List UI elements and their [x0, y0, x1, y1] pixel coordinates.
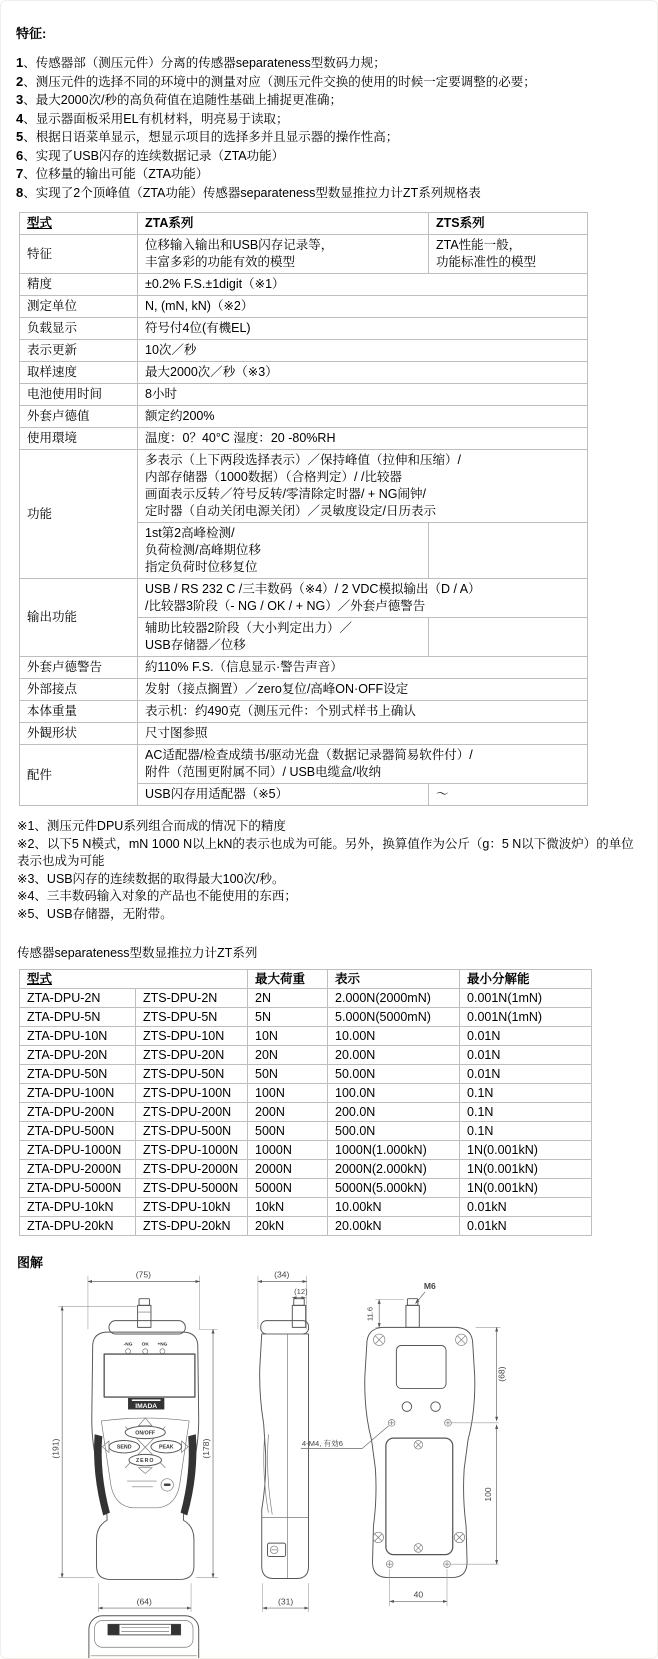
table-row [20, 1160, 592, 1179]
model-zts: ZTS-DPU-500N [136, 1122, 248, 1141]
feature-sep: 、 [23, 74, 36, 89]
max-load: 20N [248, 1046, 328, 1065]
model-header-resolution: 最小分解能 [460, 970, 592, 989]
display-screen [104, 1354, 195, 1397]
spec-label-cell: 负载显示 [20, 318, 138, 340]
feature-sep: 、 [23, 130, 36, 144]
spec-label-cell: 输出功能 [20, 579, 138, 657]
max-load: 200N [248, 1103, 328, 1122]
back-view [301, 1281, 506, 1606]
spec-label-cell: 测定单位 [20, 296, 138, 318]
display-range: 2000N(2.000kN) [328, 1160, 460, 1179]
table-row [20, 1179, 592, 1198]
table-row [20, 1046, 592, 1065]
front-view [50, 1271, 217, 1659]
spec-row [20, 701, 588, 723]
send-button-label: SEND [116, 1444, 132, 1451]
front-width-dim: (75) [135, 1271, 151, 1280]
indicator-ng-plus-label: +NG [157, 1342, 168, 1348]
model-zts: ZTS-DPU-50N [136, 1065, 248, 1084]
spec-table [19, 212, 588, 806]
spec-value-cell [138, 745, 588, 784]
spec-value-line: USB存储器／位移 [145, 638, 246, 652]
spec-value-cell [138, 579, 588, 618]
resolution: 0.001N(1mN) [460, 989, 592, 1008]
resolution: 0.01N [460, 1027, 592, 1046]
footnotes [17, 818, 643, 923]
indicator-lamp [126, 1349, 131, 1354]
spec-row [20, 406, 588, 428]
model-header-row [20, 970, 592, 989]
spec-label-cell: 外部接点 [20, 679, 138, 701]
spec-value-line: ZTA性能一般， [436, 238, 522, 252]
feature-sep: 、 [23, 93, 36, 107]
bottom-view [89, 1616, 199, 1659]
spec-row [20, 384, 588, 406]
model-zta: ZTA-DPU-500N [20, 1122, 136, 1141]
model-zts: ZTS-DPU-100N [136, 1084, 248, 1103]
logo-text: IMADA [135, 1403, 158, 1411]
model-zts: ZTS-DPU-10N [136, 1027, 248, 1046]
feature-number: 3 [16, 92, 24, 107]
display-range: 2.000N(2000mN) [328, 989, 460, 1008]
spec-value-cell: 表示机：约490克（测压元件：个别式样书上确认 [138, 701, 588, 723]
feature-item [16, 147, 643, 166]
feature-number: 5 [16, 129, 24, 144]
spec-value-line: 负荷检测/高峰期位移 [145, 543, 261, 557]
feature-item [16, 165, 643, 184]
model-zta: ZTA-DPU-2N [20, 989, 136, 1008]
model-zta: ZTA-DPU-10kN [20, 1198, 136, 1217]
screw-spec-label: 4-M4, 有効6 [301, 1438, 343, 1448]
spec-header-row [20, 213, 588, 235]
spec-value-line: 1st第2高峰检测/ [145, 526, 235, 540]
spec-value-line: 辅助比较器2阶段（大小判定出力）／ [145, 621, 352, 635]
front-inner-height-dim: (178) [201, 1438, 212, 1459]
footnote: ※5、USB存储器，无附带。 [17, 906, 173, 921]
spec-value-line: 功能标准性的模型 [436, 255, 537, 269]
max-load: 5N [248, 1008, 328, 1027]
feature-text: 显示器面板采用EL有机材料，明亮易于读取； [35, 111, 289, 126]
spec-value-cell: 符号付4位(有機EL) [138, 318, 588, 340]
max-load: 20kN [248, 1217, 328, 1236]
display-range: 20.00N [328, 1046, 460, 1065]
table-row [20, 1122, 592, 1141]
spec-value-cell [138, 523, 429, 579]
spec-value-cell [138, 618, 429, 657]
resolution: 0.1N [460, 1122, 592, 1141]
hole-span-dim: 100 [482, 1487, 493, 1502]
model-zta: ZTA-DPU-100N [20, 1084, 136, 1103]
footnote: ※4、三丰数码输入对象的产品也不能使用的东西； [17, 889, 297, 903]
spec-row-function [20, 450, 588, 523]
display-range: 5000N(5.000kN) [328, 1179, 460, 1198]
spec-value-line: 多表示（上下两段选择表示）／保持峰值（拉伸和压缩）/ [145, 453, 461, 467]
feature-sep: 、 [23, 56, 36, 70]
spec-row [20, 274, 588, 296]
indicator-ok-label: OK [141, 1342, 149, 1348]
spec-row [20, 428, 588, 450]
display-range: 5.000N(5000mN) [328, 1008, 460, 1027]
features-list [16, 54, 643, 202]
model-table [19, 969, 592, 1236]
spec-value-line: 内部存储器（1000数据）（合格判定）/ /比较器 [145, 470, 402, 484]
model-zts: ZTS-DPU-20N [136, 1046, 248, 1065]
spec-value-cell: 额定约200% [138, 406, 588, 428]
model-zta: ZTA-DPU-5N [20, 1008, 136, 1027]
feature-text: 位移量的输出可能（ZTA功能） [35, 167, 209, 181]
spec-row-feature [20, 235, 588, 274]
display-range: 1000N(1.000kN) [328, 1141, 460, 1160]
front-bottom-width-dim: (64) [136, 1596, 152, 1607]
display-range: 10.00N [328, 1027, 460, 1046]
feature-sep: 、 [23, 148, 36, 163]
feature-item [16, 128, 643, 147]
spec-value-cell: ±0.2% F.S.±1digit（※1） [138, 274, 588, 296]
model-zts: ZTS-DPU-1000N [136, 1141, 248, 1160]
display-range: 20.00kN [328, 1217, 460, 1236]
spec-label-cell: 表示更新 [20, 340, 138, 362]
model-zta: ZTA-DPU-20kN [20, 1217, 136, 1236]
display-range: 200.0N [328, 1103, 460, 1122]
max-load: 5000N [248, 1179, 328, 1198]
spec-label-cell: 精度 [20, 274, 138, 296]
max-load: 100N [248, 1084, 328, 1103]
table-row [20, 1141, 592, 1160]
indicator-lamp [143, 1349, 148, 1354]
display-range: 100.0N [328, 1084, 460, 1103]
back-window [396, 1345, 446, 1388]
table-row [20, 1198, 592, 1217]
spec-value-line: 位移输入输出和USB闪存记录等， [145, 238, 334, 252]
model-zts: ZTS-DPU-20kN [136, 1217, 248, 1236]
spec-value-cell: N, (mN, kN)（※2） [138, 296, 588, 318]
spec-value-line: 定时器（自动关闭电源关闭）／灵敏度设定/日历表示 [145, 504, 436, 518]
onoff-button-label: ON/OFF [135, 1430, 156, 1437]
spec-value-cell-empty [429, 618, 588, 657]
feature-sep: 、 [23, 111, 36, 126]
spec-value-cell: 温度：0？40°C 湿度：20 -80%RH [138, 428, 588, 450]
resolution: 1N(0.001kN) [460, 1141, 592, 1160]
spec-value-cell: 8小时 [138, 384, 588, 406]
model-header-max-load: 最大荷重 [248, 970, 328, 989]
resolution: 0.001N(1mN) [460, 1008, 592, 1027]
spec-value-line: 丰富多彩的功能有效的模型 [145, 255, 296, 269]
feature-item [16, 110, 643, 129]
feature-sep: 、 [23, 185, 36, 200]
max-load: 10N [248, 1027, 328, 1046]
resolution: 0.01N [460, 1046, 592, 1065]
resolution: 0.01kN [460, 1217, 592, 1236]
back-upper-height-dim: (68) [496, 1366, 507, 1382]
feature-number: 1 [16, 55, 24, 70]
indicator-lamp [160, 1349, 165, 1354]
display-range: 10.00kN [328, 1198, 460, 1217]
spec-value-cell: 尺寸图参照 [138, 723, 588, 745]
model-header-model[interactable]: 型式 [20, 970, 248, 989]
spec-row [20, 340, 588, 362]
table-row [20, 1084, 592, 1103]
spec-value-line: 指定负荷时位移复位 [145, 560, 258, 574]
model-table-title: 传感器separateness型数显推拉力计ZT系列 [17, 946, 258, 960]
spec-value-cell: 最大2000次／秒（※3） [138, 362, 588, 384]
table-row [20, 1103, 592, 1122]
feature-text: 实现了USB闪存的连续数据记录（ZTA功能） [35, 148, 285, 163]
hole-pitch-dim: 40 [413, 1589, 424, 1600]
feature-text: 最大2000次/秒的高负荷值在追随性基础上捕捉更准确； [35, 93, 343, 107]
max-load: 50N [248, 1065, 328, 1084]
model-zta: ZTA-DPU-200N [20, 1103, 136, 1122]
left-grip [94, 1434, 110, 1515]
model-zts: ZTS-DPU-5000N [136, 1179, 248, 1198]
spec-row [20, 657, 588, 679]
spec-label-cell: 使用環境 [20, 428, 138, 450]
footnote: ※1、测压元件DPU系列组合而成的情况下的精度 [17, 819, 286, 833]
feature-text: 根据日语菜单显示，想显示项目的选择多并且显示器的操作性高； [35, 130, 399, 144]
max-load: 500N [248, 1122, 328, 1141]
spec-value-line: 画面表示反转／符号反转/零清除定时器/ + NG闹钟/ [145, 487, 426, 501]
spec-value-cell: 〜 [429, 784, 588, 806]
model-zts: ZTS-DPU-5N [136, 1008, 248, 1027]
spec-value-cell: 約110% F.S.（信息显示·警告声音） [138, 657, 588, 679]
display-range: 50.00N [328, 1065, 460, 1084]
spec-label-cell: 本体重量 [20, 701, 138, 723]
shaft-height-dim: 11.6 [365, 1306, 375, 1322]
feature-number: 2 [16, 73, 24, 89]
resolution: 0.01kN [460, 1198, 592, 1217]
model-zta: ZTA-DPU-2000N [20, 1160, 136, 1179]
resolution: 0.1N [460, 1084, 592, 1103]
max-load: 1000N [248, 1141, 328, 1160]
spec-value-cell [138, 450, 588, 523]
feature-number: 6 [16, 147, 24, 163]
resolution: 0.1N [460, 1103, 592, 1122]
spec-value-cell: 发射（接点搁置）／zero复位/高峰ON·OFF设定 [138, 679, 588, 701]
spec-header-zts: ZTS系列 [429, 213, 588, 235]
spec-value-cell: 10次／秒 [138, 340, 588, 362]
table-row [20, 1027, 592, 1046]
spec-value-line: USB / RS 232 C /三丰数码（※4）/ 2 VDC模拟输出（D / A） [145, 582, 481, 596]
dimension-drawing [16, 1271, 645, 1659]
spec-row-accessory [20, 745, 588, 784]
spec-header-model[interactable]: 型式 [20, 213, 138, 235]
side-bottom-width-dim: (31) [277, 1596, 294, 1607]
spec-label-cell: 外観形状 [20, 723, 138, 745]
footnote: ※2、以下5 N模式，mN 1000 N以上kN的表示也成为可能。另外，换算值作为公斤（g：5 N以下微波炉）的单位表示也成为可能 [17, 836, 634, 868]
model-zta: ZTA-DPU-10N [20, 1027, 136, 1046]
feature-number: 8 [16, 184, 24, 200]
spec-row [20, 679, 588, 701]
feature-text: 实现了2个顶峰值（ZTA功能）传感器separateness型数显推拉力计ZT系列规格表 [35, 185, 481, 200]
model-zts: ZTS-DPU-10kN [136, 1198, 248, 1217]
table-row [20, 1008, 592, 1027]
spec-row [20, 362, 588, 384]
battery-cover [386, 1438, 453, 1555]
max-load: 10kN [248, 1198, 328, 1217]
model-zta: ZTA-DPU-20N [20, 1046, 136, 1065]
spec-label-cell: 外套卢德警告 [20, 657, 138, 679]
spec-value-cell [138, 235, 429, 274]
spec-row [20, 318, 588, 340]
feature-item [16, 73, 643, 92]
spec-label-cell: 电池使用时间 [20, 384, 138, 406]
spec-label-cell: 取样速度 [20, 362, 138, 384]
spec-label-cell: 功能 [20, 450, 138, 579]
max-load: 2N [248, 989, 328, 1008]
thread-size-label: M6 [423, 1281, 436, 1292]
right-grip [181, 1434, 197, 1515]
spec-value-cell: USB闪存用适配器（※5） [138, 784, 429, 806]
spec-row-output [20, 579, 588, 618]
footnote: ※3、USB闪存的连续数据的取得最大100次/秒。 [17, 871, 285, 886]
model-zts: ZTS-DPU-2000N [136, 1160, 248, 1179]
spec-value-cell [429, 235, 588, 274]
table-row [20, 989, 592, 1008]
spec-value-line: 附件（范围更附属不同）/ USB电缆盒/收纳 [145, 765, 382, 779]
model-zta: ZTA-DPU-50N [20, 1065, 136, 1084]
side-width-dim: (34) [274, 1271, 290, 1280]
feature-item [16, 184, 643, 203]
zero-button-label: ZERO [136, 1457, 155, 1464]
feature-text: 传感器部（测压元件）分离的传感器separateness型数码力规； [35, 56, 386, 70]
table-row [20, 1217, 592, 1236]
spec-label-cell: 特征 [20, 235, 138, 274]
resolution: 1N(0.001kN) [460, 1160, 592, 1179]
display-range: 500.0N [328, 1122, 460, 1141]
features-title: 特征: [16, 26, 47, 41]
resolution: 0.01N [460, 1065, 592, 1084]
spec-row [20, 723, 588, 745]
feature-item [16, 54, 643, 73]
side-shaft-width-dim: (12) [294, 1286, 308, 1296]
feature-number: 7 [16, 166, 24, 181]
model-header-display: 表示 [328, 970, 460, 989]
spec-header-zta: ZTA系列 [138, 213, 429, 235]
model-zta: ZTA-DPU-1000N [20, 1141, 136, 1160]
table-row [20, 1065, 592, 1084]
feature-text: 测压元件的选择不同的环境中的测量对应（测压元件交换的使用的时候一定要调整的必要； [35, 74, 536, 89]
feature-item [16, 91, 643, 110]
model-zts: ZTS-DPU-2N [136, 989, 248, 1008]
spec-label-cell: 外套卢德值 [20, 406, 138, 428]
indicator-ng-minus-label: -NG [123, 1342, 133, 1348]
max-load: 2000N [248, 1160, 328, 1179]
front-outer-height-dim: (191) [50, 1438, 61, 1459]
feature-sep: 、 [23, 167, 36, 181]
spec-label-cell: 配件 [20, 745, 138, 806]
diagram-title: 图解 [17, 1255, 44, 1270]
model-zta: ZTA-DPU-5000N [20, 1179, 136, 1198]
model-zts: ZTS-DPU-200N [136, 1103, 248, 1122]
dimension-diagram [16, 1271, 643, 1659]
spec-value-line: /比较器3阶段（- NG / OK / + NG）／外套卢德警告 [145, 599, 426, 613]
feature-number: 4 [16, 110, 24, 126]
spec-row [20, 296, 588, 318]
resolution: 1N(0.001kN) [460, 1179, 592, 1198]
spec-value-line: AC适配器/检查成绩书/驱动光盘（数据记录器简易软件付）/ [145, 748, 473, 762]
peak-button-label: PEAK [158, 1444, 174, 1451]
spec-value-cell-empty [429, 523, 588, 579]
